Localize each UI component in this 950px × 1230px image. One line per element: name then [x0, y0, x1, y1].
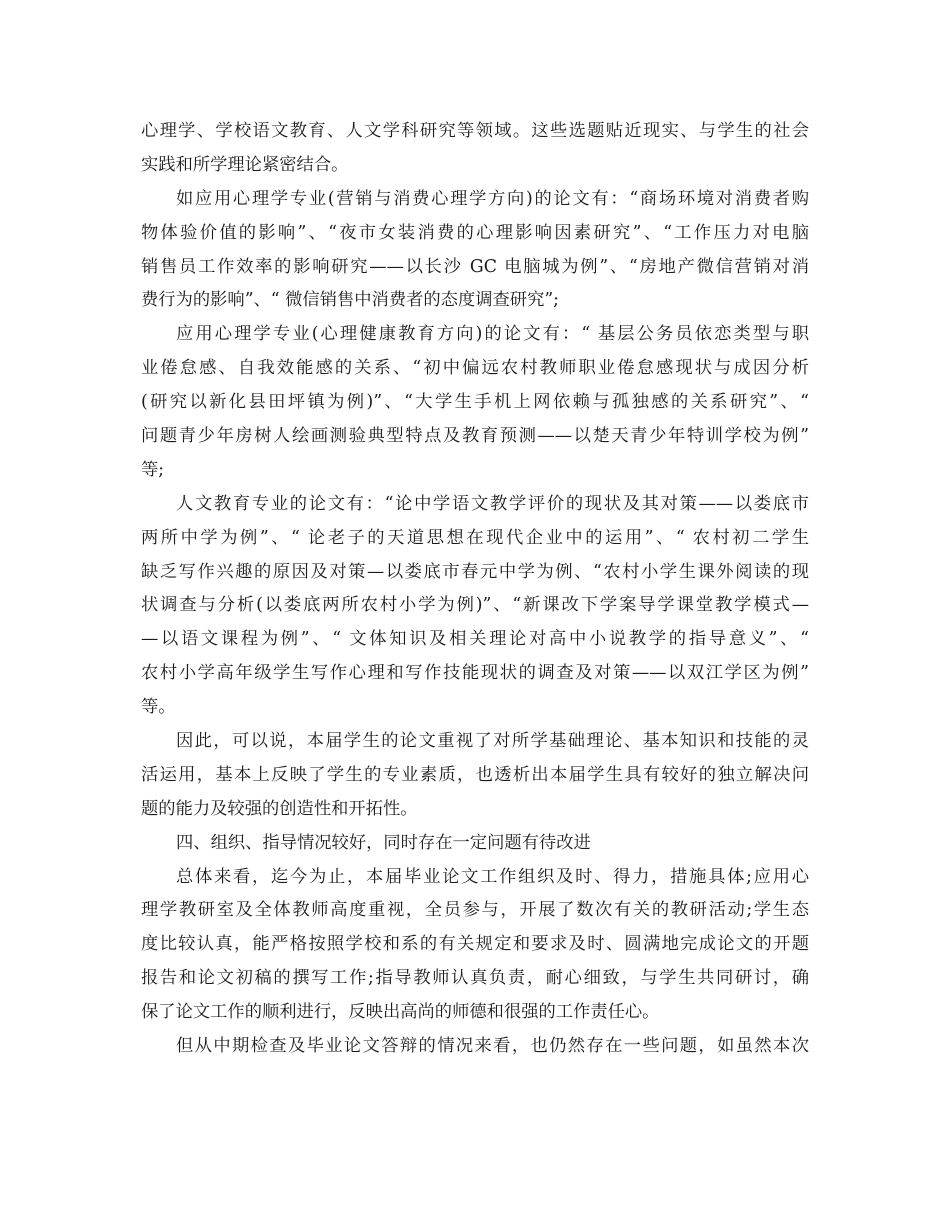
text-line: 保了论文工作的顺利进行，反映出高尚的师德和很强的工作责任心。	[141, 1002, 660, 1023]
text-line: 实践和所学理论紧密结合。	[141, 154, 349, 175]
text-line: 业倦怠感、自我效能感的关系、“初中偏远农村教师职业倦怠感现状与成因分析	[141, 358, 809, 379]
text-line: 但从中期检查及毕业论文答辩的情况来看，也仍然存在一些问题，如虽然本次	[176, 1036, 809, 1057]
text-line: 四、组织、指导情况较好，同时存在一定问题有待改进	[176, 832, 591, 853]
text-line: 如应用心理学专业(营销与消费心理学方向)的论文有：“商场环境对消费者购	[176, 188, 809, 209]
text-line: (研究以新化县田坪镇为例)”、“大学生手机上网依赖与孤独感的关系研究”、“	[141, 392, 809, 413]
text-line: 物体验价值的影响”、“夜市女装消费的心理影响因素研究”、“工作压力对电脑	[141, 222, 809, 243]
text-line: 活运用，基本上反映了学生的专业素质，也透析出本届学生具有较好的独立解决问	[141, 764, 809, 785]
text-line: 总体来看，迄今为止，本届毕业论文工作组织及时、得力，措施具体;应用心	[176, 866, 809, 887]
text-line: 等。	[141, 697, 176, 718]
text-line: 销售员工作效率的影响研究——以长沙 GC 电脑城为例”、“房地产微信营销对消	[141, 256, 809, 277]
document-body	[141, 115, 809, 1064]
text-line: 两所中学为例”、“ 论老子的天道思想在现代企业中的运用”、“ 农村初二学生	[141, 527, 809, 548]
text-line: 问题青少年房树人绘画测验典型特点及教育预测——以楚天青少年特训学校为例”	[141, 426, 809, 447]
text-line: 状调查与分析(以娄底两所农村小学为例)”、“新课改下学案导学课堂教学模式—	[141, 595, 809, 616]
text-line: 人文教育专业的论文有：“论中学语文教学评价的现状及其对策——以娄底市	[176, 493, 809, 514]
text-line: 因此，可以说，本届学生的论文重视了对所学基础理论、基本知识和技能的灵	[176, 731, 809, 752]
text-line: —以语文课程为例”、“ 文体知识及相关理论对高中小说教学的指导意义”、“	[141, 629, 809, 650]
text-line: 报告和论文初稿的撰写工作;指导教师认真负责，耐心细致，与学生共同研讨，确	[141, 968, 809, 989]
text-line: 农村小学高年级学生写作心理和写作技能现状的调查及对策——以双江学区为例”	[141, 663, 809, 684]
text-line: 缺乏写作兴趣的原因及对策—以娄底市春元中学为例、“农村小学生课外阅读的现	[141, 561, 809, 582]
text-line: 度比较认真，能严格按照学校和系的有关规定和要求及时、圆满地完成论文的开题	[141, 934, 809, 955]
text-line: 应用心理学专业(心理健康教育方向)的论文有：“ 基层公务员依恋类型与职	[176, 324, 809, 345]
text-line: 题的能力及较强的创造性和开拓性。	[141, 798, 418, 819]
text-line: 心理学、学校语文教育、人文学科研究等领域。这些选题贴近现实、与学生的社会	[141, 121, 809, 141]
text-line: 理学教研室及全体教师高度重视，全员参与，开展了数次有关的教研活动;学生态	[141, 900, 809, 921]
text-line: 费行为的影响”、“ 微信销售中消费者的态度调查研究”;	[141, 290, 560, 311]
text-line: 等;	[141, 459, 165, 480]
